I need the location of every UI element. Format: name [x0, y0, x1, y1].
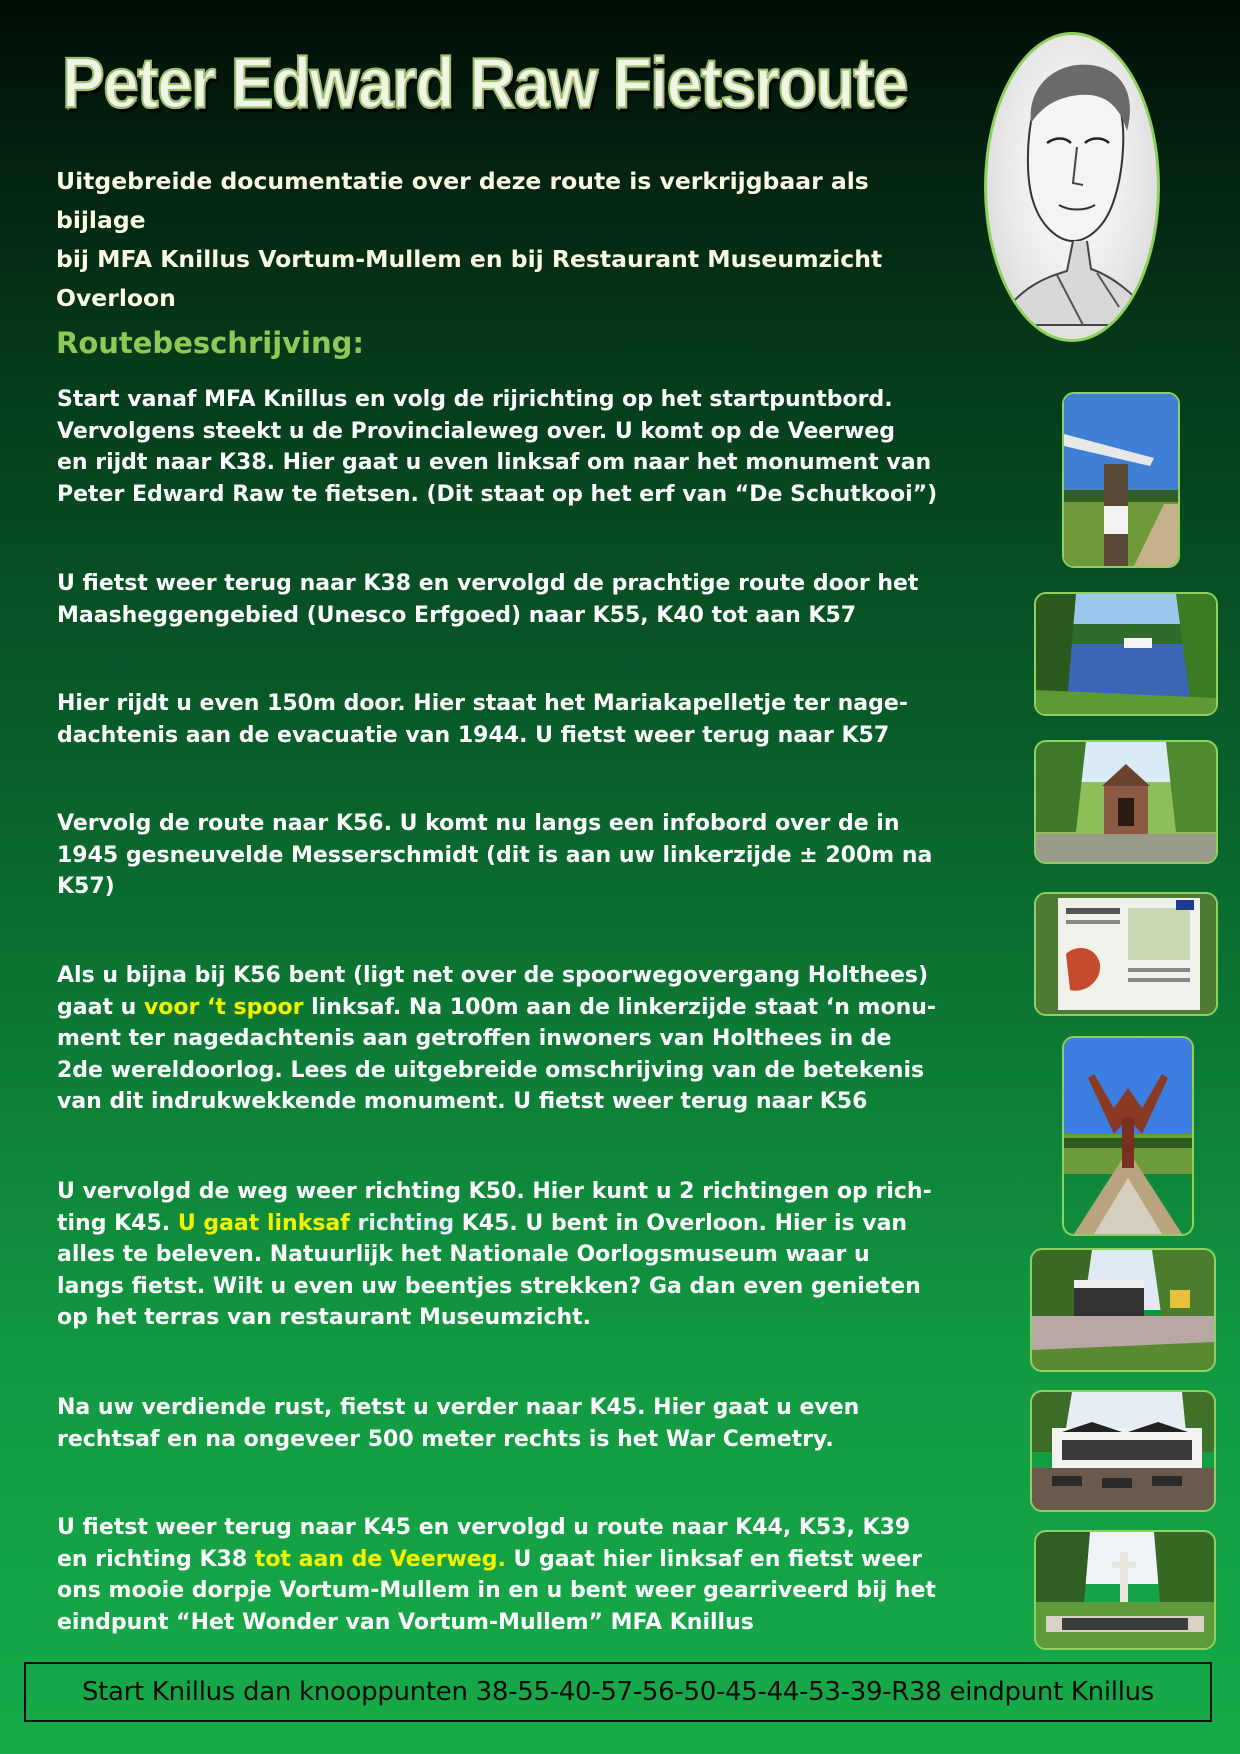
page-title: Peter Edward Raw Fietsroute: [62, 42, 908, 124]
photo-mariakapelletje: [1034, 740, 1218, 864]
photo-holthees-monument: [1062, 1036, 1194, 1236]
route-paragraph-1: Start vanaf MFA Knillus en volg de rijrichting op het startpuntbord. Vervolgens steekt u de Provincialeweg over. U komt op de Veerweg en rijdt naar K38. Hier gaat u even linksaf om naar het monument van Peter Edward Raw te fietsen. (Dit staat op het erf van “De Schutkooi”): [57, 387, 938, 507]
route-paragraph-4: Vervolg de route naar K56. U komt nu langs een infobord over de in 1945 gesneuvelde Messerschmidt (dit is aan uw linkerzijde ± 200m na K57): [57, 811, 933, 899]
portrait-sketch: [984, 32, 1160, 342]
route-paragraph-2: U fietst weer terug naar K38 en vervolgd de prachtige route door het Maasheggengebied (Unesco Erfgoed) naar K55, K40 tot aan K57: [57, 571, 919, 628]
route-paragraph-8: U fietst weer terug naar K45 en vervolgd u route naar K44, K53, K39 en richting K38 tot aan de Veerweg. U gaat hier linksaf en fietst weer ons mooie dorpje Vortum-Mullem in en u bent weer gearriveerd bij het eindpunt “Het Wonder van Vortum-Mullem” MFA Knillus: [57, 1515, 936, 1635]
route-paragraph-5: Als u bijna bij K56 bent (ligt net over de spoorwegovergang Holthees) gaat u voor ‘t spoor linksaf. Na 100m aan de linkerzijde staat ‘n monu- ment ter nagedachtenis aan getroffen inwoners van Holthees in de 2de wereldoorlog. Lees de uitgebreide omschrijving van de betekenis van dit indrukwekkende monument. U fietst weer terug naar K56: [57, 963, 937, 1114]
photo-raw-monument: [1062, 392, 1180, 568]
intro-text: Uitgebreide documentatie over deze route is verkrijgbaar als bijlage bij MFA Knillus Vortum-Mullem en bij Restaurant Museumzicht Overloon: [56, 167, 883, 312]
route-paragraph-3: Hier rijdt u even 150m door. Hier staat het Mariakapelletje ter nage- dachtenis aan de evacuatie van 1944. U fietst weer terug naar K57: [57, 691, 908, 748]
highlight-voor-t-spoor: voor ‘t spoor: [143, 994, 304, 1020]
photo-maasheggen-river: [1034, 592, 1218, 716]
route-summary-box: Start Knillus dan knooppunten 38-55-40-57-56-50-45-44-53-39-R38 eindpunt Knillus: [24, 1662, 1212, 1722]
route-paragraph-6: U vervolgd de weg weer richting K50. Hier kunt u 2 richtingen op rich- ting K45. U gaat linksaf richting K45. U bent in Overloon. Hier is van alles te beleven. Natuurlijk het Nationale Oorlogsmuseum waar u langs fietst. Wilt u even uw beentjes strekken? Ga dan even genieten op het terras van restaurant Museumzicht.: [57, 1179, 932, 1330]
route-heading: Routebeschrijving:: [56, 326, 364, 360]
photo-oorlogsmuseum: [1030, 1248, 1216, 1372]
highlight-tot-aan-de-veerweg: tot aan de Veerweg.: [254, 1546, 506, 1572]
highlight-u-gaat-linksaf: U gaat linksaf: [177, 1210, 350, 1236]
route-paragraph-7: Na uw verdiende rust, fietst u verder naar K45. Hier gaat u even rechtsaf en na ongeveer 500 meter rechts is het War Cemetry.: [57, 1395, 860, 1452]
photo-war-cemetery: [1034, 1530, 1216, 1650]
photo-restaurant-museumzicht: [1030, 1390, 1216, 1512]
photo-messerschmidt-infobord: [1034, 892, 1218, 1016]
